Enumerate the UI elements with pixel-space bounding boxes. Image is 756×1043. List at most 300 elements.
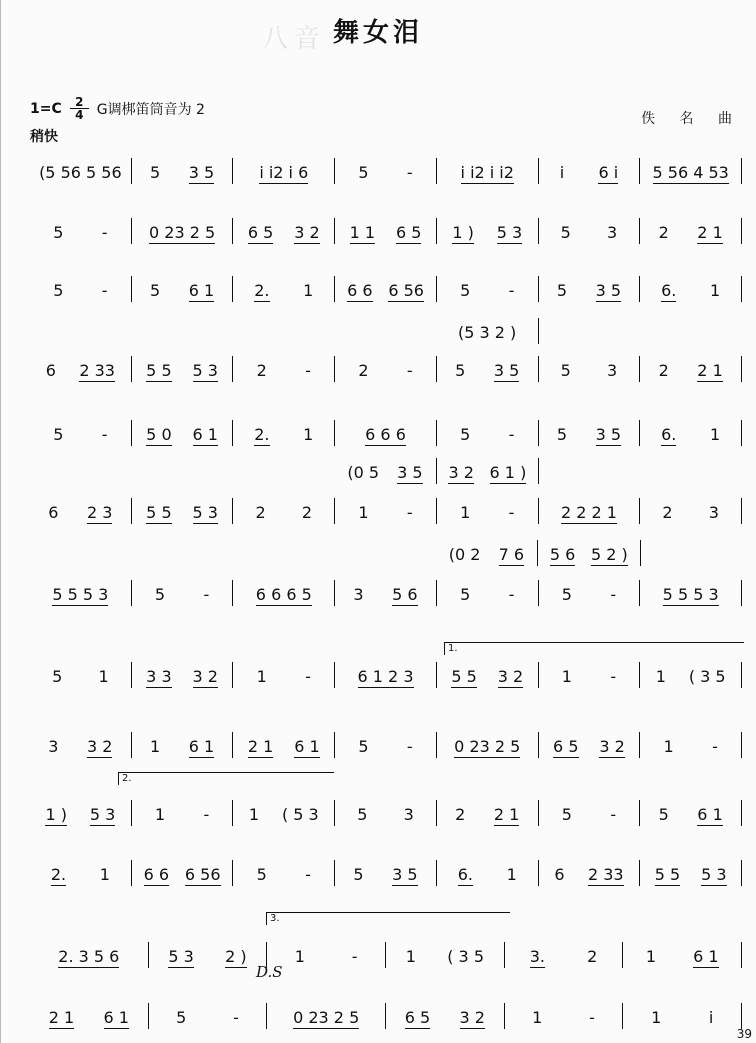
beat: 6 i bbox=[598, 163, 619, 182]
measure bbox=[437, 420, 539, 446]
beat: 6 5 bbox=[395, 223, 422, 242]
beat: 3 bbox=[708, 503, 719, 522]
measure bbox=[641, 458, 742, 484]
notation-line bbox=[30, 420, 742, 446]
beat: 2. bbox=[254, 281, 270, 300]
measure bbox=[132, 580, 234, 606]
measure bbox=[30, 540, 131, 566]
beat: 1 bbox=[645, 947, 657, 966]
beat: 5 bbox=[53, 281, 64, 300]
beat: 2 33 bbox=[79, 361, 115, 380]
beat: 1 bbox=[561, 667, 572, 686]
beat: 6 bbox=[48, 503, 59, 522]
beat: 6 1 bbox=[697, 805, 723, 824]
measure bbox=[132, 800, 234, 826]
beat: - bbox=[610, 585, 617, 604]
measure bbox=[233, 800, 335, 826]
measure bbox=[132, 420, 234, 446]
volta-bracket-1: 1. bbox=[444, 642, 744, 655]
flute-tuning-note bbox=[97, 99, 205, 119]
beat: 5 bbox=[256, 865, 267, 884]
notation-line bbox=[30, 1003, 742, 1029]
beat: 0 23 2 5 bbox=[149, 223, 216, 242]
beat: 1 bbox=[506, 865, 517, 884]
interlude-line bbox=[30, 458, 742, 484]
beat: 1 bbox=[651, 1008, 662, 1027]
measure bbox=[30, 420, 132, 446]
beat: ( 3 5 bbox=[447, 947, 484, 966]
beat: 3 2 bbox=[86, 737, 113, 756]
measure bbox=[437, 580, 539, 606]
measure bbox=[132, 498, 234, 524]
notation-line bbox=[30, 800, 742, 826]
beat: 6 6 6 bbox=[365, 425, 406, 444]
beat: 1 bbox=[358, 503, 369, 522]
page-number: 39 bbox=[736, 1027, 752, 1041]
measure bbox=[539, 498, 641, 524]
measure bbox=[437, 498, 539, 524]
measure bbox=[437, 800, 539, 826]
measure bbox=[233, 276, 335, 302]
measure bbox=[335, 318, 437, 344]
notation-line bbox=[30, 498, 742, 524]
beat: 5 0 bbox=[146, 425, 172, 444]
beat: 5 bbox=[53, 223, 64, 242]
measure bbox=[539, 420, 641, 446]
beat: 5 bbox=[53, 425, 64, 444]
beat: 5 3 bbox=[192, 503, 218, 522]
measure bbox=[640, 218, 742, 244]
key-signature: 1=C bbox=[30, 100, 62, 117]
measure bbox=[30, 732, 132, 758]
notation-line bbox=[30, 580, 742, 606]
beat: - bbox=[508, 425, 515, 444]
beat: 6 5 bbox=[247, 223, 274, 242]
measure bbox=[437, 158, 539, 184]
beat: 3 bbox=[607, 223, 618, 242]
beat: 3 2 bbox=[497, 667, 524, 686]
beat: 5 3 bbox=[701, 865, 727, 884]
measure bbox=[30, 580, 132, 606]
beat: 6 6 6 5 bbox=[255, 585, 312, 604]
beat: 1 bbox=[99, 865, 110, 884]
beat: - bbox=[712, 737, 718, 756]
measure bbox=[335, 860, 437, 886]
measure bbox=[436, 540, 538, 566]
beat: 3 bbox=[48, 737, 59, 756]
beat: - bbox=[508, 281, 515, 300]
beat: - bbox=[101, 223, 108, 242]
beat: 3 3 bbox=[146, 667, 172, 686]
beat: 2 bbox=[658, 223, 669, 242]
measure bbox=[233, 540, 334, 566]
measure bbox=[640, 662, 742, 688]
beat: 5 5 bbox=[146, 503, 172, 522]
beat: 1 bbox=[655, 667, 666, 686]
beat: 6 1 bbox=[188, 281, 215, 300]
beat: 3 5 bbox=[397, 463, 423, 482]
measure bbox=[335, 732, 437, 758]
beat: - bbox=[610, 667, 617, 686]
beat: 2 bbox=[455, 805, 466, 824]
measure bbox=[233, 158, 335, 184]
measure bbox=[334, 458, 436, 484]
beat: 1 bbox=[303, 281, 314, 300]
measure bbox=[233, 218, 335, 244]
beat: 5 bbox=[52, 667, 63, 686]
beat: 1 bbox=[460, 503, 471, 522]
beat: - bbox=[305, 667, 311, 686]
beat: 2 1 bbox=[247, 737, 274, 756]
beat: - bbox=[101, 281, 108, 300]
beat: 2 1 bbox=[697, 361, 723, 380]
measure bbox=[437, 458, 539, 484]
beat: i bbox=[559, 163, 565, 182]
measure bbox=[233, 732, 335, 758]
beat: (5 3 2 ) bbox=[457, 323, 517, 342]
measure bbox=[131, 458, 232, 484]
measure bbox=[505, 1003, 624, 1029]
measure bbox=[30, 860, 132, 886]
beat: 1 ) bbox=[45, 805, 67, 824]
beat: 3 5 bbox=[493, 361, 520, 380]
beat: 6 6 bbox=[347, 281, 373, 300]
measure bbox=[233, 860, 335, 886]
beat: 1 ) bbox=[452, 223, 474, 242]
measure bbox=[267, 942, 386, 968]
measure bbox=[640, 860, 742, 886]
beat: 1 bbox=[149, 737, 161, 756]
beat: - bbox=[610, 805, 617, 824]
beat: (0 2 bbox=[448, 545, 481, 564]
beat: - bbox=[589, 1008, 595, 1027]
notation-line bbox=[30, 158, 742, 184]
beat: 5 5 bbox=[451, 667, 477, 686]
measure bbox=[640, 498, 742, 524]
beat: 2 bbox=[256, 361, 267, 380]
measure bbox=[539, 580, 641, 606]
interlude-line bbox=[30, 318, 742, 344]
beat: (5 56 5 56 bbox=[39, 163, 122, 182]
beat: 5 bbox=[176, 1008, 187, 1027]
measure bbox=[641, 540, 742, 566]
measure bbox=[539, 276, 641, 302]
beat: 1 bbox=[248, 805, 260, 824]
measure bbox=[335, 356, 437, 382]
beat: - bbox=[406, 737, 413, 756]
measure bbox=[30, 218, 132, 244]
notation-line bbox=[30, 218, 742, 244]
beat: 3 bbox=[353, 585, 364, 604]
measure bbox=[267, 1003, 386, 1029]
beat: 2 ) bbox=[225, 947, 247, 966]
beat: - bbox=[351, 947, 358, 966]
measure bbox=[30, 458, 131, 484]
beat: 2 bbox=[358, 361, 369, 380]
measure bbox=[539, 800, 641, 826]
measure bbox=[538, 540, 640, 566]
beat: 2 bbox=[255, 503, 266, 522]
measure bbox=[539, 458, 640, 484]
beat: 5 bbox=[556, 281, 568, 300]
measure bbox=[30, 158, 132, 184]
beat: 3 5 bbox=[595, 281, 622, 300]
measure bbox=[335, 276, 437, 302]
measure bbox=[640, 276, 742, 302]
beat: 5 3 bbox=[496, 223, 523, 242]
beat: 2 2 2 1 bbox=[560, 503, 617, 522]
beat: 1 bbox=[710, 281, 721, 300]
beat: 1 bbox=[710, 425, 721, 444]
beat: 5 3 bbox=[192, 361, 218, 380]
measure bbox=[640, 420, 742, 446]
measure bbox=[233, 662, 335, 688]
beat: 5 6 bbox=[392, 585, 418, 604]
beat: 6 1 bbox=[192, 425, 218, 444]
beat: 6. bbox=[661, 425, 677, 444]
measure bbox=[623, 1003, 742, 1029]
beat: 6 56 bbox=[184, 865, 221, 884]
beat: 1 bbox=[532, 1008, 543, 1027]
beat: 6 bbox=[45, 361, 56, 380]
measure bbox=[132, 732, 234, 758]
beat: 0 23 2 5 bbox=[454, 737, 521, 756]
measure bbox=[539, 158, 641, 184]
measure bbox=[149, 942, 268, 968]
notation-line bbox=[30, 942, 742, 968]
measure bbox=[335, 662, 437, 688]
beat: - bbox=[406, 361, 413, 380]
measure bbox=[132, 860, 234, 886]
measure bbox=[233, 420, 335, 446]
beat: 1 bbox=[663, 737, 674, 756]
beat: 1 bbox=[98, 667, 109, 686]
beat: 6 1 bbox=[103, 1008, 129, 1027]
beat: 2 bbox=[662, 503, 673, 522]
beat: 6 5 bbox=[404, 1008, 431, 1027]
beat: 5 3 bbox=[168, 947, 194, 966]
beat: 2 bbox=[301, 503, 313, 522]
beat: 3 2 bbox=[448, 463, 474, 482]
beat: 5 bbox=[357, 805, 368, 824]
beat: 5 3 bbox=[89, 805, 116, 824]
beat: 6 56 bbox=[388, 281, 424, 300]
measure bbox=[30, 318, 132, 344]
beat: 5 bbox=[460, 281, 471, 300]
page-edge bbox=[0, 0, 1, 1043]
measure bbox=[640, 318, 742, 344]
beat: 5 bbox=[149, 281, 161, 300]
beat: 5 bbox=[358, 737, 369, 756]
beat: 5 bbox=[154, 585, 166, 604]
beat: 6 bbox=[554, 865, 565, 884]
measure bbox=[30, 276, 132, 302]
beat: 5 56 4 53 bbox=[652, 163, 729, 182]
measure bbox=[132, 356, 234, 382]
beat: 5 bbox=[358, 163, 369, 182]
measure bbox=[437, 732, 539, 758]
beat: - bbox=[305, 361, 311, 380]
beat: 6 1 2 3 bbox=[357, 667, 414, 686]
beat: - bbox=[508, 503, 515, 522]
measure bbox=[233, 318, 335, 344]
measure bbox=[386, 942, 505, 968]
beat: 5 5 bbox=[654, 865, 681, 884]
beat: - bbox=[233, 1008, 239, 1027]
beat: - bbox=[203, 805, 210, 824]
measure bbox=[132, 158, 234, 184]
measure bbox=[539, 318, 641, 344]
measure bbox=[539, 860, 641, 886]
beat: 5 bbox=[353, 865, 364, 884]
volta-bracket-3: 3. bbox=[266, 912, 510, 925]
beat: 5 bbox=[658, 805, 669, 824]
beat: 3 2 bbox=[459, 1008, 485, 1027]
beat: 6 6 bbox=[143, 865, 170, 884]
beat: 3. bbox=[529, 947, 545, 966]
measure bbox=[335, 800, 437, 826]
beat: 3 bbox=[607, 361, 618, 380]
beat: (0 5 bbox=[347, 463, 380, 482]
beat: 6. bbox=[457, 865, 473, 884]
beat: 1 bbox=[294, 947, 305, 966]
beat: 0 23 2 5 bbox=[293, 1008, 360, 1027]
beat: - bbox=[406, 503, 413, 522]
beat: 5 bbox=[561, 585, 572, 604]
beat: 3 2 bbox=[294, 223, 320, 242]
beat: i i2 i i2 bbox=[460, 163, 514, 182]
beat: 1 1 bbox=[349, 223, 376, 242]
measure bbox=[30, 1003, 149, 1029]
measure bbox=[30, 662, 132, 688]
measure bbox=[132, 276, 234, 302]
beat: 5 bbox=[561, 805, 572, 824]
beat: ( 5 3 bbox=[281, 805, 319, 824]
interlude-line bbox=[30, 540, 742, 566]
beat: 1 bbox=[405, 947, 416, 966]
measure bbox=[437, 276, 539, 302]
measure bbox=[437, 860, 539, 886]
beat: 2 3 bbox=[86, 503, 113, 522]
beat: 5 2 ) bbox=[590, 545, 628, 564]
beat: 2 bbox=[587, 947, 598, 966]
measure bbox=[131, 540, 232, 566]
beat: 6 1 bbox=[294, 737, 320, 756]
measure bbox=[335, 580, 437, 606]
measure bbox=[539, 218, 641, 244]
beat: ( 3 5 bbox=[688, 667, 726, 686]
beat: - bbox=[406, 163, 413, 182]
beat: 1 bbox=[256, 667, 267, 686]
beat: 5 bbox=[460, 425, 471, 444]
measure bbox=[505, 942, 624, 968]
beat: 7 6 bbox=[498, 545, 525, 564]
notation-line bbox=[30, 860, 742, 886]
measure bbox=[132, 218, 234, 244]
beat: 2. bbox=[50, 865, 67, 884]
measure bbox=[233, 498, 335, 524]
beat: 3 2 bbox=[599, 737, 625, 756]
measure bbox=[149, 1003, 268, 1029]
tempo-marking: 稍快 bbox=[30, 129, 58, 145]
measure bbox=[335, 218, 437, 244]
beat: 2 1 bbox=[48, 1008, 75, 1027]
beat: 2. 3 5 6 bbox=[58, 947, 120, 966]
measure bbox=[640, 356, 742, 382]
beat: 5 6 bbox=[549, 545, 576, 564]
time-signature-top: 2 bbox=[75, 95, 84, 109]
beat: 5 5 5 3 bbox=[52, 585, 109, 604]
beat: - bbox=[508, 585, 515, 604]
beat: 5 bbox=[560, 223, 571, 242]
time-signature-bottom: 4 bbox=[75, 108, 84, 122]
measure bbox=[640, 580, 742, 606]
notation-line bbox=[30, 276, 742, 302]
measure bbox=[437, 218, 539, 244]
beat: 6. bbox=[661, 281, 677, 300]
beat: i bbox=[708, 1008, 714, 1027]
page-title: 舞女泪 bbox=[332, 18, 423, 48]
beat: 5 bbox=[455, 361, 466, 380]
beat: 6 1 bbox=[693, 947, 719, 966]
beat: 2. bbox=[254, 425, 270, 444]
beat: - bbox=[101, 425, 108, 444]
measure bbox=[539, 356, 641, 382]
beat: 6 1 ) bbox=[489, 463, 527, 482]
key-signature-line bbox=[30, 96, 205, 121]
measure bbox=[335, 420, 437, 446]
beat: 3 5 bbox=[188, 163, 215, 182]
measure bbox=[436, 318, 539, 344]
flute-tuning-text: G调梆笛筒音为 2 bbox=[96, 101, 205, 118]
measure bbox=[640, 158, 742, 184]
composer-credit: 佚 名 曲 bbox=[641, 111, 742, 127]
beat: 6 5 bbox=[553, 737, 579, 756]
measure bbox=[233, 458, 334, 484]
beat: 5 bbox=[460, 585, 471, 604]
measure bbox=[30, 356, 132, 382]
measure bbox=[335, 158, 437, 184]
beat: 2 1 bbox=[697, 223, 723, 242]
beat: - bbox=[305, 865, 311, 884]
volta-bracket-2: 2. bbox=[118, 772, 334, 785]
measure bbox=[335, 498, 437, 524]
measure bbox=[386, 1003, 505, 1029]
measure bbox=[30, 942, 149, 968]
dal-segno-marking: D.S bbox=[256, 963, 283, 981]
bleed-through-title: 八音 bbox=[262, 24, 327, 54]
measure bbox=[623, 942, 742, 968]
beat: 5 bbox=[556, 425, 568, 444]
time-signature bbox=[70, 96, 89, 121]
measure bbox=[640, 800, 742, 826]
measure bbox=[233, 356, 335, 382]
beat: 5 bbox=[149, 163, 161, 182]
beat: 6 1 bbox=[188, 737, 215, 756]
measure bbox=[30, 800, 132, 826]
beat: 2 33 bbox=[587, 865, 624, 884]
measure bbox=[132, 318, 234, 344]
measure bbox=[437, 356, 539, 382]
beat: 5 5 bbox=[146, 361, 172, 380]
beat: 1 bbox=[154, 805, 166, 824]
measure bbox=[30, 498, 132, 524]
measure bbox=[437, 662, 539, 688]
beat: 5 bbox=[560, 361, 571, 380]
notation-line bbox=[30, 732, 742, 758]
measure bbox=[539, 732, 641, 758]
measure bbox=[334, 540, 435, 566]
